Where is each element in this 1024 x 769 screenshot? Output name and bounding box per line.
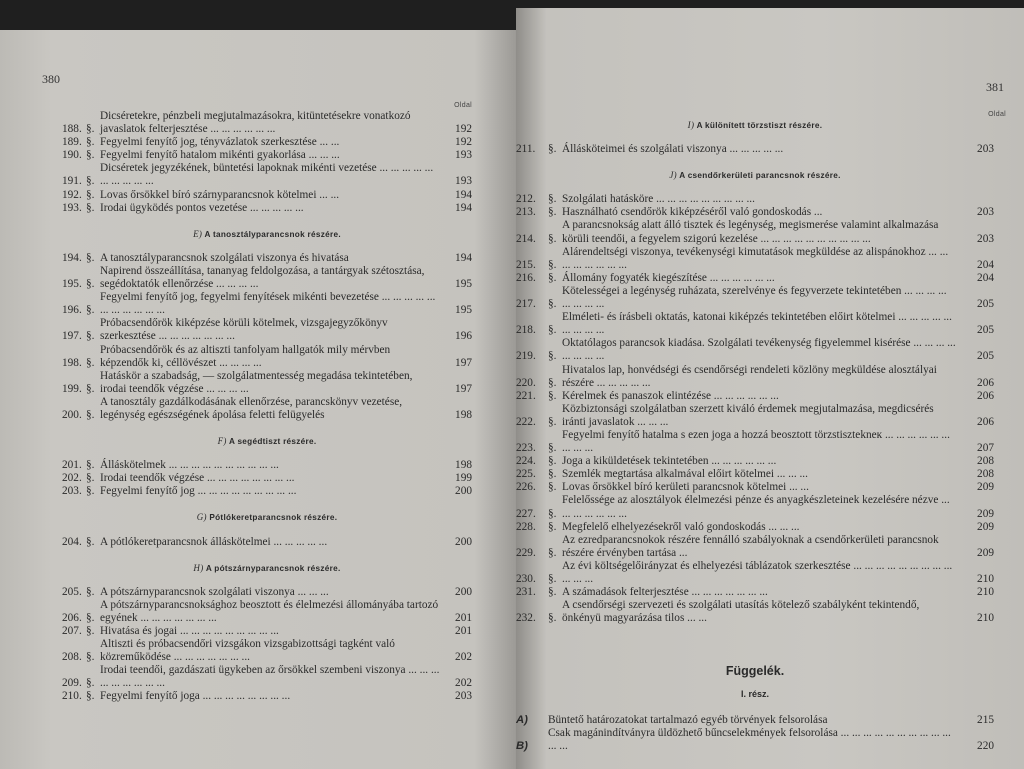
section-letter: J) (669, 170, 677, 181)
section-letter: H) (193, 562, 204, 573)
toc-entry (62, 599, 472, 625)
toc-entry (62, 344, 472, 370)
entry-text: Fegyelmi fenyítő hatalma s ezen joga a hozzá beosztott törzstisztekneк ... ... ... ... ... ... ... ... ... (562, 428, 950, 455)
toc-entry (516, 390, 994, 403)
entry-page: 194 (455, 188, 472, 201)
entry-page: 203 (455, 690, 472, 703)
toc-entry (62, 317, 472, 343)
toc-entry (516, 246, 994, 272)
toc-entry (516, 468, 994, 481)
entry-text: Hivatalos lap, honvédségi és csendőrségi rendeleti közlöny megküldése alosztályai részére ... ... ... ... ... (562, 363, 937, 389)
entry-number: 227. (516, 507, 536, 520)
section-sign: §. (86, 251, 95, 264)
entry-text: Fegyelmi fenyítő jog ... ... ... ... ... ... ... ... ... (100, 485, 297, 498)
page-number: 380 (42, 72, 60, 86)
entry-page: 192 (455, 123, 472, 136)
section-sign: §. (86, 136, 95, 149)
entry-page: 208 (977, 468, 994, 481)
toc-entry (516, 272, 994, 285)
entry-text: A pótszárnyparancsnoksághoz beosztott és élelmezési állományába tartozó egyének ... ... ... ... ... ... ... (100, 598, 439, 624)
entry-page: 220 (977, 739, 994, 752)
toc-entry (516, 534, 994, 560)
appendix-part: I. rész. (740, 689, 769, 700)
entry-text: Irodai ügyködés pontos vezetése ... ... ... ... ... (100, 201, 304, 214)
entry-text: Dicséretek jegyzékének, büntetési lapoknak mikénti vezetése ... ... ... ... ... ... ... ... ... ... (100, 162, 434, 188)
toc-entry (62, 149, 472, 162)
entry-page: 193 (455, 175, 472, 188)
entry-text: Szemlék megtartása alkalmával előirt kötelmei ... ... ... (562, 468, 808, 481)
entry-page: 200 (455, 535, 472, 548)
entry-text: Hatáskör a szabadság, — szolgálatmentesség megadása tekintetében, irodai teendők végzése ... ... ... ... (100, 369, 413, 395)
toc-entry (516, 337, 994, 363)
section-sign: §. (548, 376, 557, 389)
toc-entry (62, 136, 472, 149)
entry-text: Fegyelmi fenyítő jog, fegyelmi fenyítések mikénti bevezetése ... ... ... ... ... ... ... ... ... ... ... (100, 291, 436, 317)
section-sign: §. (86, 304, 95, 317)
toc-entry (516, 560, 994, 586)
entry-page: 203 (977, 206, 994, 219)
entry-text: Megfelelő elhelyezésekről való gondoskodás ... ... ... (562, 520, 800, 533)
entry-number: 199. (62, 382, 82, 395)
toc-entry (516, 285, 994, 311)
section-title: A segédtiszt részére. (228, 437, 317, 447)
section-sign: §. (548, 455, 557, 468)
toc-entry (62, 291, 472, 317)
entry-text: A tanosztály gazdálkodásának ellenőrzése, parancskönyv vezetése, legénység egészségének ápolása feletti felügyelés (100, 395, 403, 421)
toc-entry (516, 586, 994, 599)
entry-page: 204 (977, 271, 994, 284)
entry-page: 193 (455, 149, 472, 162)
toc-entry (62, 459, 472, 472)
entry-page: 201 (455, 625, 472, 637)
section-sign: §. (548, 193, 557, 206)
entry-page: 202 (455, 651, 472, 664)
entry-number: 231. (516, 586, 536, 599)
left-page (0, 30, 516, 769)
column-header-oldal: Oldal (988, 111, 1006, 118)
entry-page: 192 (455, 136, 472, 149)
section-title: Pótlókeretparancsnok részére. (209, 513, 338, 523)
section-sign: §. (548, 442, 557, 455)
entry-text: Hivatása és jogai ... ... ... ... ... ... ... ... ... (100, 625, 279, 637)
entry-page: 197 (455, 356, 472, 369)
section-sign: §. (548, 468, 557, 481)
section-sign: §. (548, 258, 557, 271)
entry-number: 228. (516, 520, 536, 533)
entry-number: 215. (516, 258, 536, 271)
entry-text: Fegyelmi fenyítő joga ... ... ... ... ... ... ... ... (100, 690, 291, 703)
toc-entry (516, 727, 994, 753)
entry-text: Az évi költségelőirányzat és elhelyezési táblázatok szerkesztése ... ... ... ... ... ... ... ... ... ... ... ... (562, 559, 953, 585)
entry-number: 194. (62, 251, 82, 264)
entry-number: 202. (62, 472, 82, 485)
entry-page: 201 (455, 611, 472, 624)
entry-page: 200 (455, 585, 472, 598)
entry-text: Próbacsendőrök kiképzése körüli kötelmek, vizsgajegyzőkönyv szerkesztése ... ... ... ... ... ... ... (100, 317, 388, 343)
entry-page: 195 (455, 304, 472, 317)
entry-page: 209 (977, 481, 994, 494)
entry-text: Dicséretekre, pénzbeli megjutalmazásokra, kitüntetésekre vonatkozó javaslatok felterjesztése ... ... ... ... ... ... (100, 110, 411, 136)
section-sign: §. (548, 546, 557, 559)
entry-page: 209 (977, 507, 994, 520)
entry-number: 217. (516, 298, 536, 311)
entry-text: A parancsnokság alatt álló tisztek és legénység, megismerése valamint alkalmazása körüli teendői, a fegyelem szigorú kezelése ... ... ... ... ... ... ... ... ... ... (562, 219, 939, 245)
entry-number: 203. (62, 485, 82, 498)
toc-entry (516, 429, 994, 455)
entry-text: Elméleti- és írásbeli oktatás, katonai kiképzés tekintetében előirt kötelmei ... ... ... ... ... ... ... ... ... (562, 311, 952, 337)
section-sign: §. (86, 677, 95, 690)
section-sign: §. (548, 206, 557, 219)
section-heading (516, 119, 994, 132)
entry-page: 198 (455, 408, 472, 421)
toc-entry (516, 494, 994, 520)
entry-number: 222. (516, 415, 536, 428)
entry-number: 205. (62, 585, 82, 598)
section-heading (62, 228, 472, 241)
entry-number: 209. (62, 677, 82, 690)
entry-number: 220. (516, 376, 536, 389)
entry-number: 232. (516, 612, 536, 625)
section-letter: G) (196, 512, 207, 523)
entry-number: 218. (516, 324, 536, 337)
toc-entry (516, 206, 994, 219)
entry-text: Állomány fogyaték kiegészítése ... ... ... ... ... ... (562, 271, 775, 284)
entry-page: 196 (455, 330, 472, 343)
entry-page: 210 (977, 586, 994, 599)
section-title: A csendőrkerületi parancsnok részére. (679, 171, 841, 181)
entry-number: 206. (62, 611, 82, 624)
entry-number: 212. (516, 193, 536, 206)
entry-page: 194 (455, 201, 472, 214)
section-sign: §. (548, 324, 557, 337)
section-sign: §. (86, 535, 95, 548)
entry-number: 190. (62, 149, 82, 162)
toc-entry (62, 252, 472, 265)
entry-number: 216. (516, 271, 536, 284)
entry-number: 221. (516, 389, 536, 402)
toc-entry (62, 638, 472, 664)
entry-page: 199 (455, 472, 472, 485)
section-sign: §. (548, 350, 557, 363)
entry-text: A számadások felterjesztése ... ... ... ... ... ... ... (562, 586, 768, 599)
toc-entry (62, 690, 472, 703)
entry-number: 189. (62, 136, 82, 149)
section-sign: §. (548, 271, 557, 284)
section-sign: §. (86, 278, 95, 291)
entry-page: 202 (455, 677, 472, 690)
entry-text: Szolgálati hatásköre ... ... ... ... ... ... ... ... ... (562, 193, 755, 206)
toc-entry (62, 370, 472, 396)
section-sign: §. (86, 611, 95, 624)
entry-number: 229. (516, 546, 536, 559)
entry-text: Fegyelmi fenyítő jog, tényvázlatok szerkesztése ... ... (100, 136, 340, 149)
toc-entry (516, 403, 994, 429)
entry-page: 198 (455, 459, 472, 472)
entry-text: Irodai teendői, gazdászati ügykeben az őrsökkel szembeni viszonya ... ... ... ... ... ... ... ... ... (100, 664, 440, 690)
entry-text: Használható csendőrök kiképzéséről való gondoskodás ... (562, 206, 823, 219)
toc-entry (62, 664, 472, 690)
entry-number: 223. (516, 442, 536, 455)
entry-page: 209 (977, 520, 994, 533)
section-sign: §. (548, 143, 557, 156)
entry-page: 209 (977, 546, 994, 559)
entry-page: 210 (977, 573, 994, 585)
section-sign: §. (86, 201, 95, 214)
section-sign: §. (86, 459, 95, 472)
entry-page: 207 (977, 442, 994, 455)
entry-number: B) (516, 739, 528, 752)
entry-page: 204 (977, 258, 994, 271)
entry-number: 219. (516, 350, 536, 363)
entry-text: Az ezredparancsnokok részére fennálló szabályoknak a csendőrkerületi parancsnok részére érvényben tartása ... (562, 533, 939, 559)
section-title: A tanosztályparancsnok részére. (204, 229, 341, 239)
entry-number: 214. (516, 232, 536, 245)
toc-entry (62, 110, 472, 136)
entry-text: A pótszárnyparancsnok szolgálati viszonya ... ... ... (100, 585, 329, 598)
section-sign: §. (86, 382, 95, 395)
right-page (516, 8, 1024, 769)
entry-text: Altiszti és próbacsendőri vizsgákon vizsgabizottsági tagként való közreműködése ... ... ... ... ... ... ... (100, 638, 395, 664)
section-sign: §. (86, 123, 95, 136)
entry-text: Büntető határozatokat tartalmazó egyéb törvények felsorolása (548, 713, 828, 726)
toc-entry (516, 599, 994, 625)
section-sign: §. (86, 485, 95, 498)
entry-number: 211. (516, 143, 536, 156)
entry-text: Irodai teendők végzése ... ... ... ... ... ... ... ... (100, 472, 295, 485)
toc-entry (62, 202, 472, 215)
entry-page: 205 (977, 350, 994, 363)
entry-page: 206 (977, 376, 994, 389)
entry-number: 226. (516, 481, 536, 494)
entry-text: Napirend összeállítása, tananyag feldolgozása, a tantárgyak szétosztása, segédoktatók ellenőrzése ... ... ... ... (100, 264, 425, 291)
entry-text: Oktatólagos parancsok kiadása. Szolgálati tevékenység figyelemmel kisérése ... ... ... ... ... ... ... ... (562, 337, 956, 363)
appendix-title: Függelék. (725, 664, 785, 679)
entry-number: 208. (62, 651, 82, 664)
entry-text: Lovas őrsökkel bíró szárnyparancsnok kötelmei ... ... (100, 188, 340, 201)
section-heading (516, 169, 994, 182)
toc-entry (62, 265, 472, 291)
entry-text: A csendőrségi szervezeti és szolgálati utasítás kötelező szabályként tekintendő, önkényü magyarázása tilos ... ... (562, 599, 920, 625)
section-sign: §. (86, 330, 95, 343)
entry-page: 197 (455, 382, 472, 395)
section-sign: §. (86, 149, 95, 162)
entry-page: 210 (977, 612, 994, 625)
entry-number: 195. (62, 278, 82, 291)
section-sign: §. (548, 507, 557, 520)
entry-number: 224. (516, 455, 536, 468)
entry-text: Közbiztonsági szolgálatban szerzett kiváló érdemek megjutalmazása, megdicsérés iránti javaslatok ... ... ... (562, 402, 934, 428)
entry-text: Állásköteimei és szolgálati viszonya ... ... ... ... ... (562, 143, 784, 156)
entry-number: 191. (62, 175, 82, 188)
entry-text: Csak magánindítványra üldözhető bűncselekmények felsorolása ... ... ... ... ... ... ... ... ... ... ... ... (548, 726, 951, 752)
entry-number: 193. (62, 201, 82, 214)
entry-number: 225. (516, 468, 536, 481)
entry-text: Joga a kiküldetések tekintetében ... ... ... ... ... ... (562, 455, 777, 468)
entry-page: 206 (977, 389, 994, 402)
entry-text: Lovas őrsökkel bíró kerületi parancsnok kötelmei ... ... (562, 481, 809, 494)
entry-text: Kérelmek és panaszok elintézése ... ... ... ... ... ... (562, 389, 779, 402)
entry-page: 205 (977, 324, 994, 337)
entry-number: 196. (62, 304, 82, 317)
toc-entry (516, 455, 994, 468)
section-sign: §. (86, 625, 95, 637)
entry-text: A pótlókeretparancsnok álláskötelmei ... ... ... ... ... (100, 535, 328, 548)
entry-page: 194 (455, 251, 472, 264)
toc-entry (62, 162, 472, 188)
section-sign: §. (548, 415, 557, 428)
entry-number: 210. (62, 690, 82, 703)
section-sign: §. (548, 586, 557, 599)
section-title: A pótszárnyparancsnok részére. (205, 563, 341, 573)
toc-entry (62, 485, 472, 498)
section-heading (62, 435, 472, 448)
entry-number: 200. (62, 408, 82, 421)
table-of-contents-right (516, 106, 994, 753)
section-letter: F) (217, 436, 227, 447)
entry-number: 213. (516, 206, 536, 219)
entry-page: 206 (977, 415, 994, 428)
section-sign: §. (86, 356, 95, 369)
entry-number: 197. (62, 330, 82, 343)
section-title: A különített törzstiszt részére. (696, 121, 823, 130)
entry-page: 215 (977, 713, 994, 726)
entry-text: Alárendeltségi viszonya, tevékenységi kimutatások megküldése az alispánokhoz ... ... ... ... ... ... ... ... (562, 245, 949, 271)
entry-page: 200 (455, 485, 472, 498)
column-header-oldal: Oldal (454, 102, 472, 109)
section-sign: §. (548, 232, 557, 245)
entry-text: Felelőssége az alosztályok élelmezési pénze és anyagkészleteinek kezelésére nézve ... ... ... ... ... ... ... (562, 494, 950, 520)
section-heading (62, 562, 472, 575)
toc-entry (516, 481, 994, 494)
section-sign: §. (86, 585, 95, 598)
entry-number: A) (516, 713, 528, 726)
entry-number: 188. (62, 123, 82, 136)
entry-number: 201. (62, 459, 82, 472)
entry-text: A tanosztályparancsnok szolgálati viszonya és hivatása (100, 251, 349, 264)
entry-page: 203 (977, 232, 994, 245)
table-of-contents-left (62, 110, 472, 704)
section-sign: §. (86, 408, 95, 421)
section-letter: I) (687, 120, 695, 130)
page-number: 381 (986, 80, 1004, 94)
section-heading (62, 511, 472, 524)
section-sign: §. (86, 188, 95, 201)
entry-text: Kötelességei a legénység ruházata, szerelvénye és fegyverzete tekintetében ... ... ... ... ... ... ... ... (562, 284, 947, 311)
section-sign: §. (86, 690, 95, 703)
section-sign: §. (548, 612, 557, 625)
entry-number: 192. (62, 188, 82, 201)
section-sign: §. (548, 298, 557, 311)
toc-entry (62, 472, 472, 485)
toc-entry (516, 311, 994, 337)
entry-text: Fegyelmi fenyítő hatalom mikénti gyakorlása ... ... ... (100, 149, 340, 162)
section-sign: §. (86, 175, 95, 188)
entry-number: 198. (62, 356, 82, 369)
toc-entry (62, 586, 472, 599)
section-sign: §. (548, 520, 557, 533)
section-sign: §. (548, 573, 557, 585)
toc-entry (516, 193, 994, 206)
toc-entry (62, 396, 472, 422)
section-sign: §. (86, 651, 95, 664)
entry-text: Próbacsendőrök és az altiszti tanfolyam hallgatók mily mérvben képzendők ki, céllövészet ... ... ... ... (100, 343, 391, 369)
section-sign: §. (548, 481, 557, 494)
entry-page: 195 (455, 278, 472, 291)
entry-number: 230. (516, 573, 536, 585)
entry-page: 203 (977, 143, 994, 156)
toc-entry (516, 219, 994, 245)
entry-page: 208 (977, 455, 994, 468)
toc-entry (62, 536, 472, 549)
section-sign: §. (548, 389, 557, 402)
entry-page: 205 (977, 298, 994, 311)
entry-number: 204. (62, 535, 82, 548)
entry-number: 207. (62, 625, 82, 637)
section-letter: E) (193, 228, 203, 239)
toc-entry (516, 143, 994, 156)
toc-entry (62, 189, 472, 202)
section-sign: §. (86, 472, 95, 485)
toc-entry (62, 625, 472, 638)
toc-entry (516, 364, 994, 390)
toc-entry (516, 714, 994, 727)
toc-entry (516, 521, 994, 534)
entry-text: Álláskötelmek ... ... ... ... ... ... ... ... ... ... (100, 459, 279, 472)
